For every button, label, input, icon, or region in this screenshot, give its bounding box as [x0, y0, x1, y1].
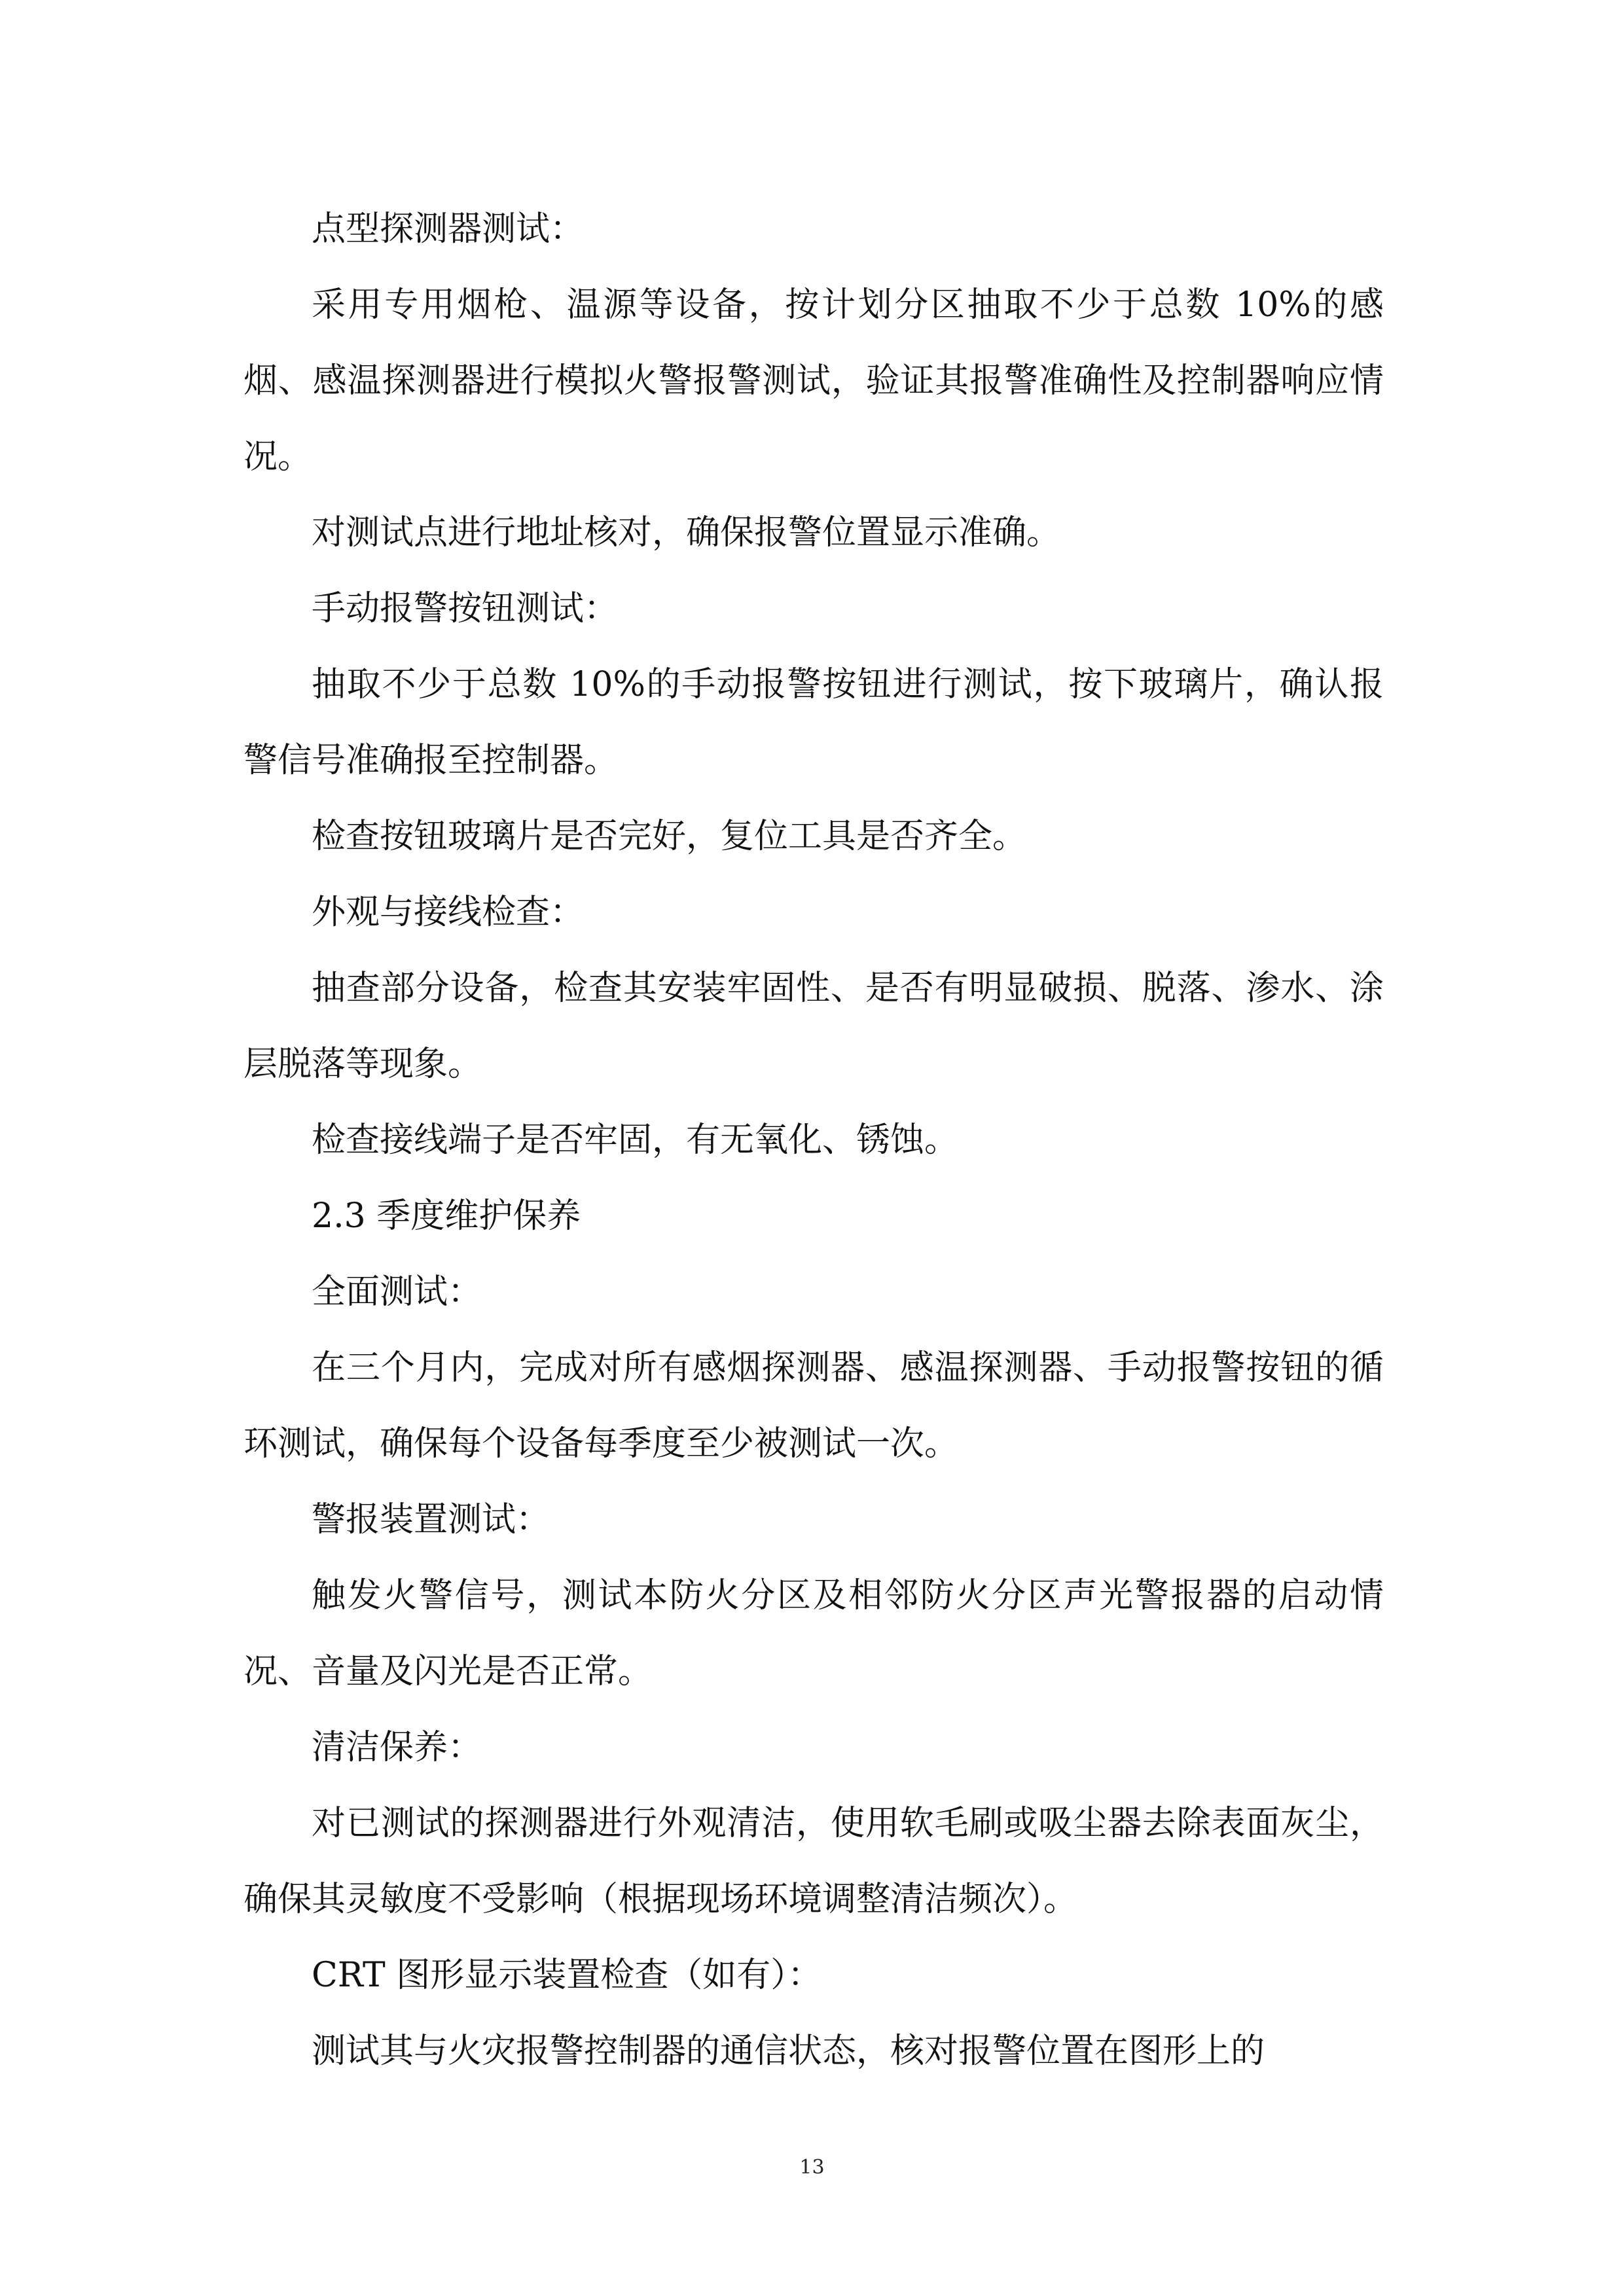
paragraph: 对测试点进行地址核对，确保报警位置显示准确。 — [312, 513, 1061, 552]
page-number: 13 — [799, 2156, 825, 2179]
paragraph: 全面测试： — [312, 1272, 482, 1312]
body-text — [244, 191, 1384, 2089]
paragraph: 警报装置测试： — [312, 1500, 550, 1539]
paragraph: 测试其与火灾报警控制器的通信状态，核对报警位置在图形上的 — [312, 2032, 1265, 2071]
paragraph: 采用专用烟枪、温源等设备，按计划分区抽取不少于总数 10%的感烟、感温探测器进行模拟火警报警测试，验证其报警准确性及控制器响应情况。 — [244, 285, 1384, 476]
paragraph: CRT 图形显示装置检查（如有）： — [312, 1956, 822, 1995]
paragraph: 抽取不少于总数 10%的手动报警按钮进行测试，按下玻璃片，确认报警信号准确报至控制器。 — [244, 665, 1384, 780]
paragraph: 清洁保养： — [312, 1728, 482, 1767]
paragraph: 对已测试的探测器进行外观清洁，使用软毛刷或吸尘器去除表面灰尘，确保其灵敏度不受影响（根据现场环境调整清洁频次）。 — [244, 1804, 1384, 1919]
paragraph: 触发火警信号，测试本防火分区及相邻防火分区声光警报器的启动情况、音量及闪光是否正常。 — [244, 1576, 1384, 1691]
section-heading: 2.3 季度维护保养 — [312, 1196, 581, 1236]
paragraph: 手动报警按钮测试： — [312, 589, 619, 628]
paragraph: 点型探测器测试： — [312, 209, 585, 249]
paragraph: 检查接线端子是否牢固，有无氧化、锈蚀。 — [312, 1121, 959, 1160]
paragraph: 抽查部分设备，检查其安装牢固性、是否有明显破损、脱落、渗水、涂层脱落等现象。 — [244, 969, 1384, 1084]
paragraph: 在三个月内，完成对所有感烟探测器、感温探测器、手动报警按钮的循环测试，确保每个设备每季度至少被测试一次。 — [244, 1348, 1384, 1463]
paragraph: 外观与接线检查： — [312, 893, 585, 932]
paragraph: 检查按钮玻璃片是否完好，复位工具是否齐全。 — [312, 817, 1027, 856]
